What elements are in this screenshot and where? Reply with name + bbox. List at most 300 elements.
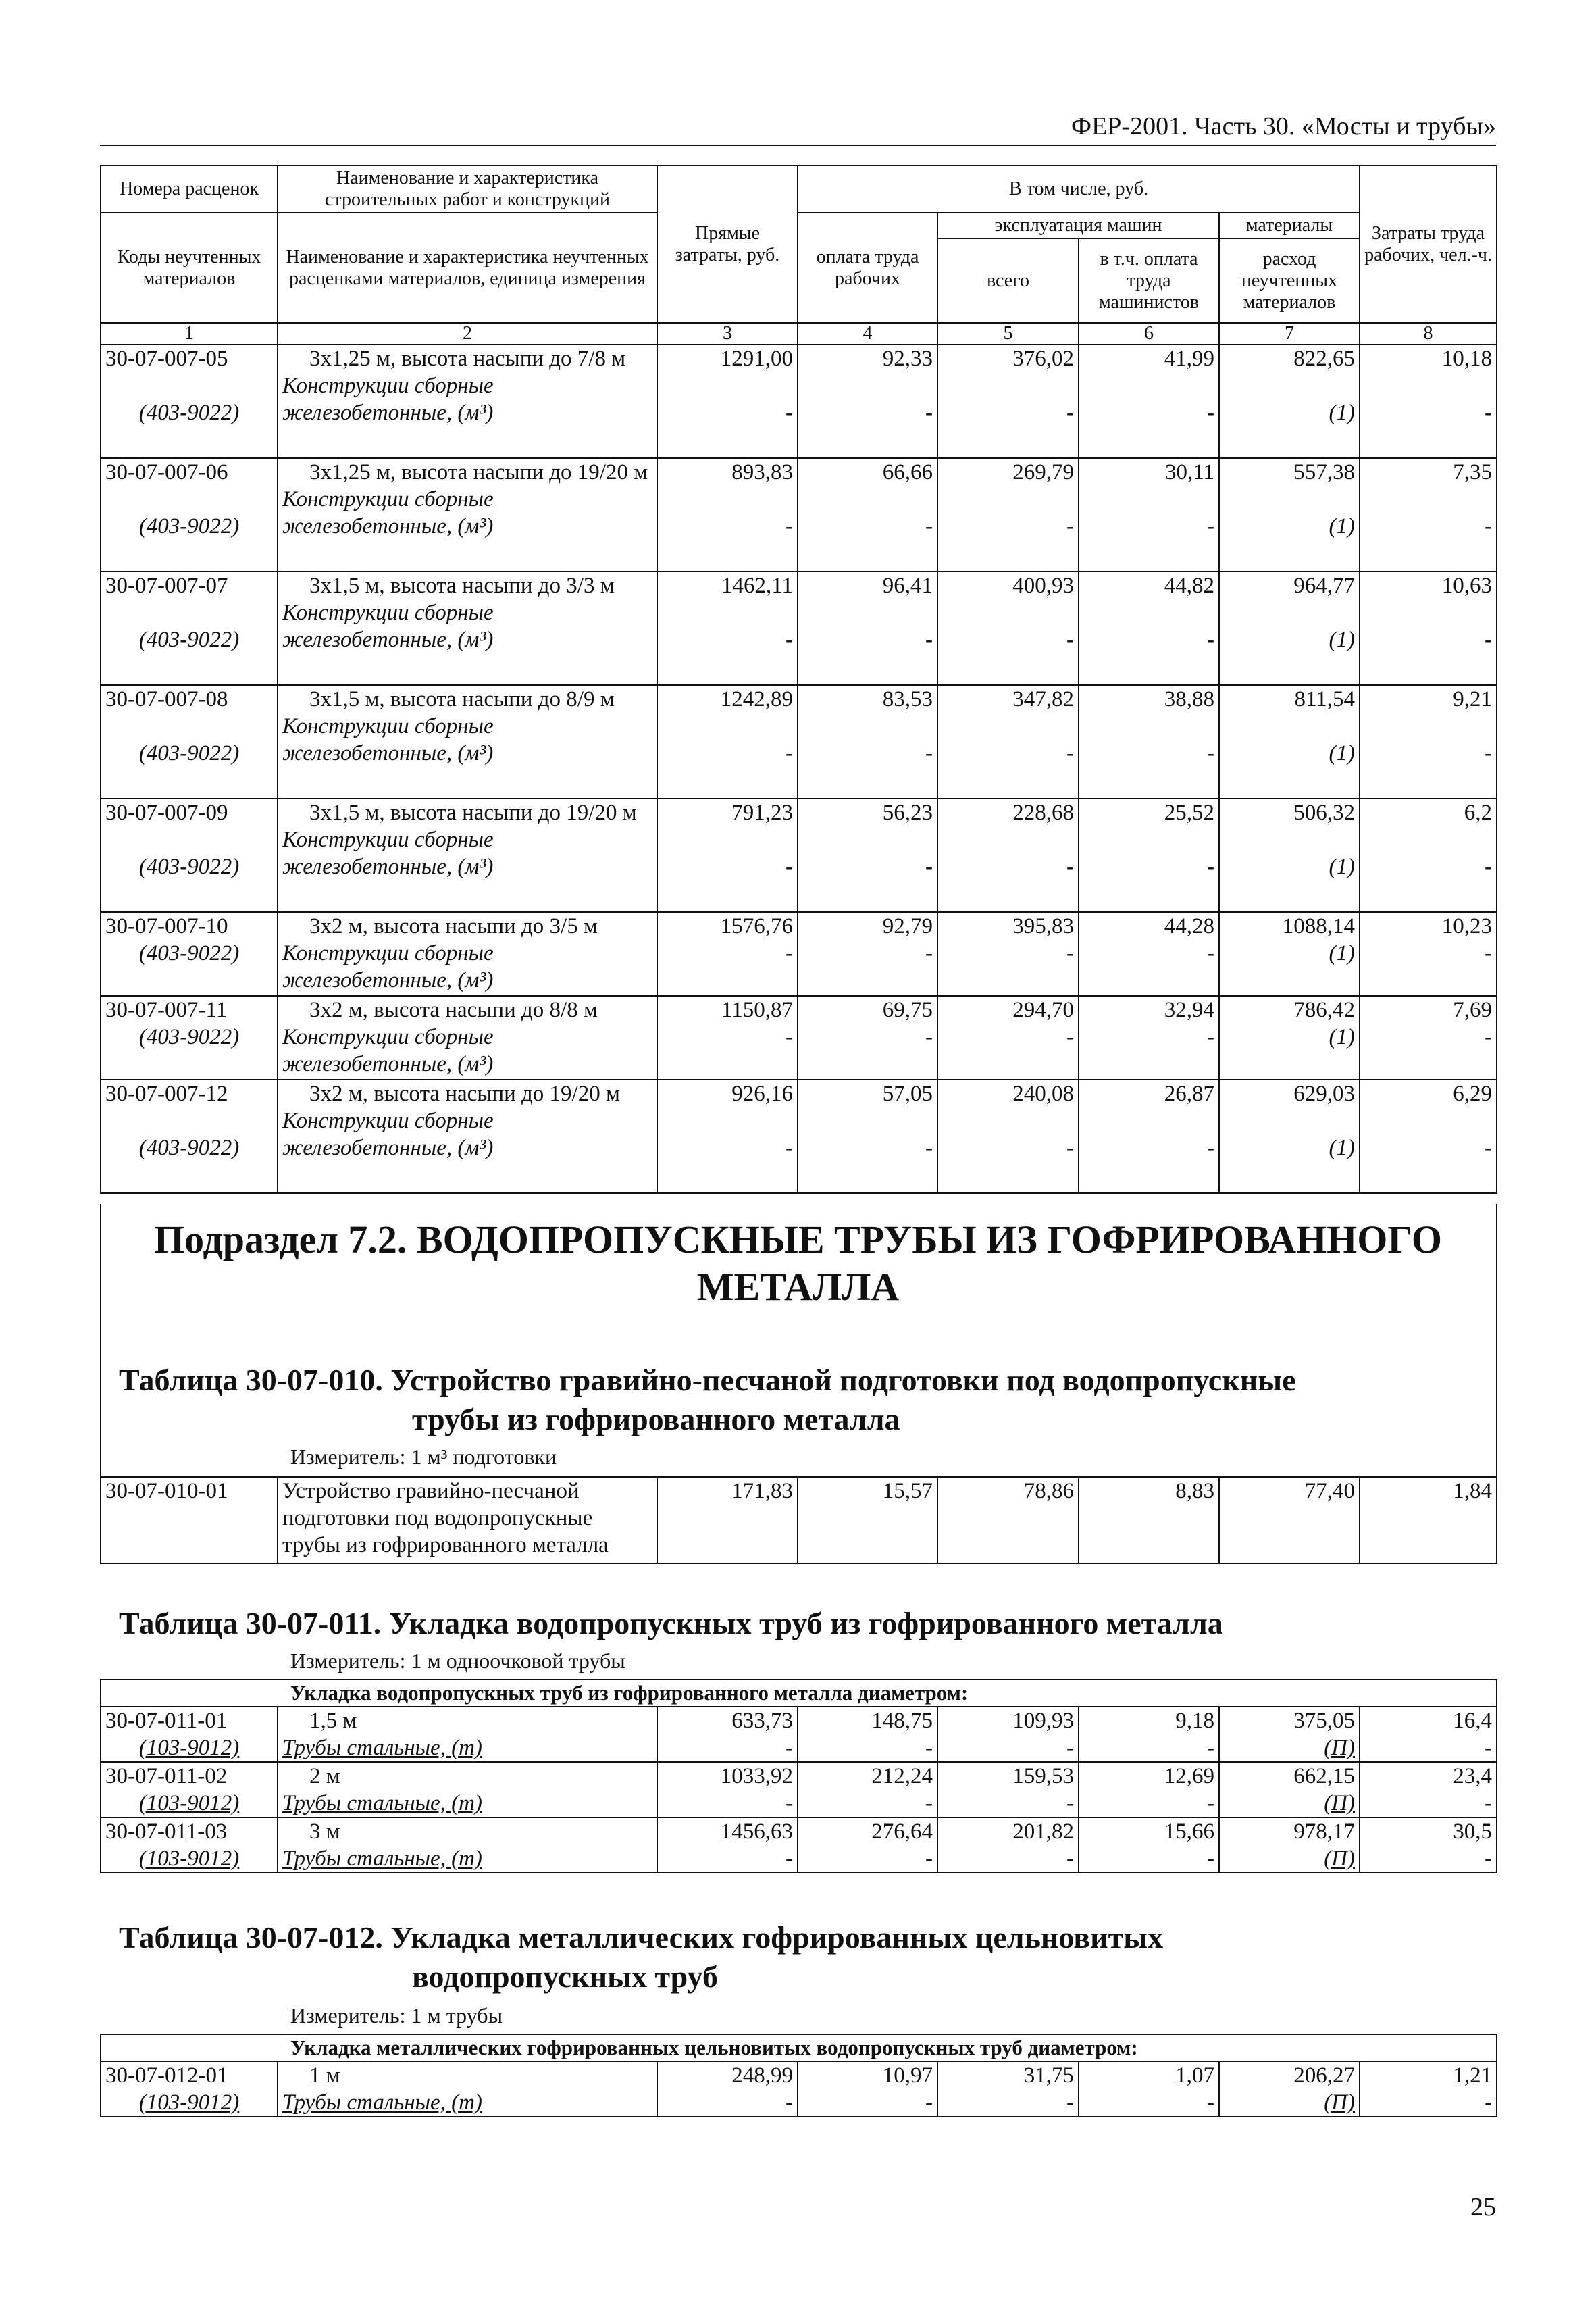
- value-cell: [798, 1817, 937, 1873]
- rate-code: 30-07-007-12: [105, 1082, 228, 1106]
- work-name-cell: [278, 799, 657, 912]
- header-material-name: Наименование и характеристика неучтенных расценками материалов, единица измерения: [278, 213, 657, 323]
- value-cell: [798, 912, 937, 996]
- material-marker: -: [1207, 628, 1214, 652]
- material-marker: -: [1485, 1736, 1493, 1760]
- rate-row: [101, 1707, 1497, 1762]
- value: 15,66: [1164, 1819, 1214, 1844]
- material-marker: -: [925, 1736, 933, 1760]
- rate-code-cell: [101, 996, 278, 1080]
- material-marker: -: [786, 1736, 793, 1760]
- rate-code: 30-07-007-09: [105, 801, 228, 825]
- value-cell: [1360, 572, 1497, 685]
- material-marker: -: [1485, 1846, 1493, 1871]
- material-marker: -: [1207, 1846, 1214, 1871]
- value: 206,27: [1293, 2063, 1355, 2088]
- work-name-cell: [278, 996, 657, 1080]
- value-cell: [798, 1477, 937, 1563]
- value-cell: [1219, 458, 1360, 572]
- value: 276,64: [871, 1819, 933, 1844]
- value-cell: [937, 996, 1079, 1080]
- value-cell: [1360, 2061, 1497, 2117]
- material-marker: (П): [1324, 1736, 1355, 1760]
- value-cell: [657, 345, 798, 458]
- value: 16,4: [1453, 1709, 1493, 1733]
- value-cell: [937, 1707, 1079, 1762]
- value: 148,75: [871, 1709, 933, 1733]
- work-name: 3х1,5 м, высота насыпи до 3/3 м: [309, 574, 615, 598]
- value: 171,83: [731, 1479, 793, 1503]
- rate-code-cell: [101, 1477, 278, 1563]
- rate-code-cell: [101, 799, 278, 912]
- value-cell: [937, 912, 1079, 996]
- value-cell: [798, 1080, 937, 1193]
- value-cell: [937, 1080, 1079, 1193]
- value-cell: [1079, 1817, 1219, 1873]
- rates-table-30-07-012: [100, 2034, 1497, 2117]
- header-operator-pay: в т.ч. оплата труда машинистов: [1079, 238, 1219, 323]
- value: 7,69: [1453, 998, 1493, 1022]
- value-cell: [1079, 996, 1219, 1080]
- rate-code-cell: [101, 1080, 278, 1193]
- value-cell: [1360, 996, 1497, 1080]
- material-marker: -: [1066, 741, 1074, 765]
- table-010-title-line2: трубы из гофрированного металла: [412, 1402, 900, 1436]
- material-name: Конструкции сборные железобетонные, (м³): [282, 941, 494, 992]
- value-cell: [657, 685, 798, 799]
- value: 44,28: [1164, 914, 1214, 938]
- material-marker: (1): [1329, 855, 1356, 879]
- value: 10,23: [1441, 914, 1493, 938]
- material-marker: -: [1485, 1136, 1493, 1160]
- table-012-title-line2: водопропускных труб: [412, 1959, 719, 1994]
- rate-code: 30-07-011-03: [105, 1819, 228, 1844]
- header-including: В том числе, руб.: [798, 166, 1360, 213]
- value-cell: [798, 572, 937, 685]
- rates-table-30-07-010: [100, 1476, 1497, 1564]
- material-marker: -: [925, 1791, 933, 1815]
- material-marker: -: [925, 941, 933, 965]
- value-cell: [798, 996, 937, 1080]
- value: 10,18: [1441, 347, 1493, 371]
- material-marker: (П): [1324, 2090, 1355, 2115]
- table-012-title-line1: Таблица 30-07-012. Укладка металлических гофрированных цельновитых: [119, 1920, 1164, 1955]
- value: 38,88: [1164, 687, 1214, 711]
- rate-code: 30-07-007-06: [105, 460, 228, 484]
- column-number-cell: 2: [278, 323, 657, 345]
- rate-row: [101, 799, 1497, 912]
- value: 557,38: [1293, 460, 1356, 484]
- work-name: 3х2 м, высота насыпи до 19/20 м: [309, 1082, 620, 1106]
- work-name: 1 м: [309, 2063, 340, 2088]
- work-name-cell: [278, 1707, 657, 1762]
- value: 786,42: [1293, 998, 1356, 1022]
- material-marker: (1): [1329, 401, 1356, 425]
- rate-code: 30-07-011-01: [105, 1709, 228, 1733]
- material-marker: -: [925, 2090, 933, 2115]
- material-marker: (1): [1329, 514, 1356, 538]
- value: 57,05: [882, 1082, 933, 1106]
- rate-code: 30-07-007-11: [105, 998, 228, 1022]
- material-marker: -: [1207, 1736, 1214, 1760]
- value: 629,03: [1293, 1082, 1356, 1106]
- value: 1,21: [1453, 2063, 1493, 2088]
- value: 1,07: [1175, 2063, 1214, 2088]
- value-cell: [1079, 1477, 1219, 1563]
- work-name-cell: [278, 345, 657, 458]
- material-code: (403-9022): [138, 741, 240, 765]
- value-cell: [1079, 345, 1219, 458]
- table-012-band: Укладка металлических гофрированных цельновитых водопропускных труб диаметром:: [101, 2034, 1497, 2061]
- table-011-measure: Измеритель: 1 м одноочковой трубы: [290, 1649, 625, 1673]
- rate-code: 30-07-007-05: [105, 347, 228, 371]
- value-cell: [1360, 912, 1497, 996]
- rate-row: [101, 345, 1497, 458]
- value: 32,94: [1164, 998, 1214, 1022]
- value-cell: [1079, 799, 1219, 912]
- value: 201,82: [1012, 1819, 1074, 1844]
- material-marker: -: [1485, 628, 1493, 652]
- value: 7,35: [1453, 460, 1493, 484]
- value: 6,2: [1464, 801, 1493, 825]
- work-name: Устройство гравийно-песчаной подготовки под водопропускные трубы из гофрированного металла: [282, 1479, 609, 1557]
- value: 662,15: [1293, 1764, 1355, 1788]
- work-name-cell: [278, 572, 657, 685]
- material-marker: -: [1485, 855, 1493, 879]
- material-marker: -: [1207, 941, 1214, 965]
- value-cell: [657, 1762, 798, 1817]
- column-number-cell: 1: [101, 323, 278, 345]
- running-header: ФЕР-2001. Часть 30. «Мосты и трубы»: [1071, 112, 1496, 141]
- material-marker: -: [1485, 1025, 1493, 1049]
- material-code: (403-9022): [138, 1025, 240, 1049]
- rate-code-cell: [101, 458, 278, 572]
- value-cell: [937, 1477, 1079, 1563]
- material-marker: -: [925, 741, 933, 765]
- material-marker: -: [786, 1025, 793, 1049]
- value-cell: [798, 1762, 937, 1817]
- value-cell: [1079, 685, 1219, 799]
- value: 791,23: [731, 801, 793, 825]
- value: 10,63: [1441, 574, 1493, 598]
- material-marker: -: [1485, 401, 1493, 425]
- rate-row: [101, 1762, 1497, 1817]
- material-marker: -: [1207, 1136, 1214, 1160]
- value: 109,93: [1012, 1709, 1074, 1733]
- rates-table-30-07-011: [100, 1679, 1497, 1873]
- value-cell: [657, 1707, 798, 1762]
- value-cell: [798, 345, 937, 458]
- value-cell: [657, 1477, 798, 1563]
- material-marker: -: [925, 514, 933, 538]
- value-cell: [937, 685, 1079, 799]
- value: 83,53: [882, 687, 933, 711]
- material-marker: (1): [1329, 1025, 1356, 1049]
- rate-row: [101, 458, 1497, 572]
- page-number: 25: [1470, 2193, 1496, 2221]
- table-012-measure: Измеритель: 1 м трубы: [290, 2003, 503, 2028]
- subsection-title-line1: Подраздел 7.2. ВОДОПРОПУСКНЫЕ ТРУБЫ ИЗ ГОФРИРОВАННОГО: [154, 1217, 1442, 1261]
- material-marker: -: [1485, 514, 1493, 538]
- column-number-cell: 4: [798, 323, 937, 345]
- value-cell: [657, 572, 798, 685]
- value-cell: [937, 799, 1079, 912]
- value-cell: [1219, 1817, 1360, 1873]
- value-cell: [1360, 1080, 1497, 1193]
- value-cell: [1360, 345, 1497, 458]
- value: 1576,76: [720, 914, 793, 938]
- material-name: Конструкции сборные железобетонные, (м³): [282, 374, 494, 425]
- value: 395,83: [1012, 914, 1074, 938]
- material-marker: -: [1066, 855, 1074, 879]
- value-cell: [1079, 1707, 1219, 1762]
- rate-code-cell: [101, 1762, 278, 1817]
- value: 9,18: [1175, 1709, 1214, 1733]
- value: 9,21: [1453, 687, 1493, 711]
- work-name: 3х1,5 м, высота насыпи до 19/20 м: [309, 801, 637, 825]
- rate-row: [101, 1817, 1497, 1873]
- value: 96,41: [882, 574, 933, 598]
- rate-code-cell: [101, 1707, 278, 1762]
- work-name-cell: [278, 685, 657, 799]
- value-cell: [657, 799, 798, 912]
- value: 92,79: [882, 914, 933, 938]
- value-cell: [657, 458, 798, 572]
- material-marker: -: [1066, 1736, 1074, 1760]
- material-marker: (1): [1329, 941, 1356, 965]
- material-marker: -: [786, 741, 793, 765]
- value: 240,08: [1012, 1082, 1074, 1106]
- rate-row: [101, 1477, 1497, 1563]
- work-name-cell: [278, 1477, 657, 1563]
- value: 26,87: [1164, 1082, 1214, 1106]
- material-marker: -: [1066, 1846, 1074, 1871]
- column-number-cell: 3: [657, 323, 798, 345]
- value: 30,11: [1164, 460, 1214, 484]
- value: 347,82: [1012, 687, 1074, 711]
- value-cell: [657, 912, 798, 996]
- material-name: Трубы стальные, (т): [282, 1791, 482, 1815]
- value: 1150,87: [721, 998, 793, 1022]
- header-machines: эксплуатация машин: [937, 213, 1219, 238]
- value: 25,52: [1164, 801, 1214, 825]
- value: 978,17: [1293, 1819, 1355, 1844]
- rate-row: [101, 572, 1497, 685]
- value-cell: [1360, 1707, 1497, 1762]
- material-marker: -: [786, 1791, 793, 1815]
- material-name: Конструкции сборные железобетонные, (м³): [282, 601, 494, 652]
- material-marker: -: [1485, 941, 1493, 965]
- material-name: Конструкции сборные железобетонные, (м³): [282, 1109, 494, 1160]
- value-cell: [1219, 996, 1360, 1080]
- material-marker: -: [925, 1025, 933, 1049]
- material-name: Конструкции сборные железобетонные, (м³): [282, 1025, 494, 1076]
- work-name: 3х1,25 м, высота насыпи до 7/8 м: [309, 347, 626, 371]
- material-marker: -: [1066, 628, 1074, 652]
- value: 1462,11: [721, 574, 793, 598]
- value-cell: [1219, 799, 1360, 912]
- material-marker: -: [925, 628, 933, 652]
- value: 30,5: [1453, 1819, 1493, 1844]
- value: 44,82: [1164, 574, 1214, 598]
- header-rule: [100, 145, 1496, 146]
- material-name: Трубы стальные, (т): [282, 1736, 482, 1760]
- rates-table-30-07-007: [100, 165, 1497, 1194]
- material-marker: -: [786, 1846, 793, 1871]
- rate-code: 30-07-010-01: [105, 1479, 228, 1503]
- value: 23,4: [1453, 1764, 1493, 1788]
- value-cell: [1360, 458, 1497, 572]
- rate-code: 30-07-011-02: [105, 1764, 228, 1788]
- value: 69,75: [882, 998, 933, 1022]
- value: 66,66: [882, 460, 933, 484]
- material-marker: (1): [1329, 628, 1356, 652]
- header-labor-hours: Затраты труда рабочих, чел.-ч.: [1360, 166, 1497, 323]
- material-marker: -: [1207, 855, 1214, 879]
- value-cell: [937, 1762, 1079, 1817]
- rate-code-cell: [101, 685, 278, 799]
- material-marker: -: [1485, 1791, 1493, 1815]
- value-cell: [1219, 1707, 1360, 1762]
- material-marker: -: [925, 1846, 933, 1871]
- value: 31,75: [1023, 2063, 1074, 2088]
- material-code: (103-9012): [138, 1846, 240, 1871]
- value-cell: [798, 685, 937, 799]
- value-cell: [1360, 1817, 1497, 1873]
- material-marker: -: [1207, 1025, 1214, 1049]
- material-name: Трубы стальные, (т): [282, 2090, 482, 2115]
- rate-row: [101, 2061, 1497, 2117]
- table-011-title: Таблица 30-07-011. Укладка водопропускных труб из гофрированного металла: [119, 1606, 1223, 1640]
- value: 375,05: [1293, 1709, 1355, 1733]
- column-numbers-row: [101, 323, 1497, 345]
- rate-code-cell: [101, 572, 278, 685]
- material-name: Конструкции сборные железобетонные, (м³): [282, 714, 494, 765]
- material-marker: -: [1485, 741, 1493, 765]
- value-cell: [798, 1707, 937, 1762]
- value-cell: [1079, 2061, 1219, 2117]
- value-cell: [798, 458, 937, 572]
- value: 228,68: [1012, 801, 1074, 825]
- value: 15,57: [882, 1479, 933, 1503]
- value-cell: [1219, 1477, 1360, 1563]
- material-marker: -: [786, 855, 793, 879]
- material-marker: -: [786, 514, 793, 538]
- table-010-measure: Измеритель: 1 м³ подготовки: [290, 1444, 557, 1469]
- work-name-cell: [278, 1817, 657, 1873]
- work-name-cell: [278, 1762, 657, 1817]
- subsection-title-line2: МЕТАЛЛА: [696, 1265, 900, 1309]
- work-name-cell: [278, 2061, 657, 2117]
- rate-row: [101, 1080, 1497, 1193]
- material-marker: -: [925, 855, 933, 879]
- work-name-cell: [278, 912, 657, 996]
- material-marker: -: [1066, 1791, 1074, 1815]
- header-machines-total: всего: [937, 238, 1079, 323]
- rate-code: 30-07-007-08: [105, 687, 228, 711]
- material-marker: -: [1066, 401, 1074, 425]
- material-marker: -: [786, 2090, 793, 2115]
- header-material-codes: Коды неучтенных материалов: [101, 213, 278, 323]
- material-marker: (П): [1324, 1791, 1355, 1815]
- value: 92,33: [882, 347, 933, 371]
- value: 1456,63: [720, 1819, 793, 1844]
- value-cell: [937, 1817, 1079, 1873]
- value-cell: [937, 572, 1079, 685]
- material-marker: (П): [1324, 1846, 1355, 1871]
- value-cell: [1219, 1080, 1360, 1193]
- material-marker: -: [925, 401, 933, 425]
- value-cell: [1360, 799, 1497, 912]
- work-name: 3 м: [309, 1819, 340, 1844]
- value: 1242,89: [720, 687, 793, 711]
- rate-code-cell: [101, 2061, 278, 2117]
- value-cell: [1219, 572, 1360, 685]
- work-name-cell: [278, 1080, 657, 1193]
- value-cell: [1079, 912, 1219, 996]
- material-code: (403-9022): [138, 514, 240, 538]
- value: 8,83: [1175, 1479, 1214, 1503]
- header-material-usage: расход неучтенных материалов: [1219, 238, 1360, 323]
- value: 6,29: [1453, 1082, 1493, 1106]
- value-cell: [937, 2061, 1079, 2117]
- value: 41,99: [1164, 347, 1214, 371]
- value: 506,32: [1293, 801, 1356, 825]
- column-number-cell: 6: [1079, 323, 1219, 345]
- value: 811,54: [1294, 687, 1356, 711]
- material-marker: -: [1066, 1136, 1074, 1160]
- work-name: 3х2 м, высота насыпи до 3/5 м: [309, 914, 598, 938]
- value: 269,79: [1012, 460, 1074, 484]
- value-cell: [1079, 1080, 1219, 1193]
- material-marker: (1): [1329, 741, 1356, 765]
- rate-code-cell: [101, 345, 278, 458]
- value-cell: [1360, 1762, 1497, 1817]
- material-code: (403-9022): [138, 628, 240, 652]
- work-name: 2 м: [309, 1764, 340, 1788]
- material-marker: -: [1485, 2090, 1493, 2115]
- value-cell: [798, 2061, 937, 2117]
- value-cell: [1079, 458, 1219, 572]
- value: 822,65: [1293, 347, 1356, 371]
- column-number-cell: 7: [1219, 323, 1360, 345]
- material-code: (403-9022): [138, 941, 240, 965]
- rate-code: 30-07-012-01: [105, 2063, 228, 2088]
- material-marker: -: [786, 941, 793, 965]
- column-number-cell: 8: [1360, 323, 1497, 345]
- material-code: (103-9012): [138, 2090, 240, 2115]
- work-name-cell: [278, 458, 657, 572]
- value-cell: [657, 2061, 798, 2117]
- material-code: (103-9012): [138, 1736, 240, 1760]
- value: 77,40: [1304, 1479, 1355, 1503]
- material-marker: -: [1207, 401, 1214, 425]
- rate-code-cell: [101, 912, 278, 996]
- value: 1088,14: [1282, 914, 1356, 938]
- value: 248,99: [731, 2063, 793, 2088]
- material-marker: -: [786, 628, 793, 652]
- material-marker: -: [1066, 514, 1074, 538]
- value-cell: [1079, 572, 1219, 685]
- value: 12,69: [1164, 1764, 1214, 1788]
- material-marker: (1): [1329, 1136, 1356, 1160]
- value-cell: [657, 996, 798, 1080]
- material-marker: -: [1066, 941, 1074, 965]
- rate-code: 30-07-007-07: [105, 574, 228, 598]
- value: 294,70: [1012, 998, 1074, 1022]
- header-work-name: Наименование и характеристика строительных работ и конструкций: [278, 166, 657, 213]
- material-name: Конструкции сборные железобетонные, (м³): [282, 828, 494, 879]
